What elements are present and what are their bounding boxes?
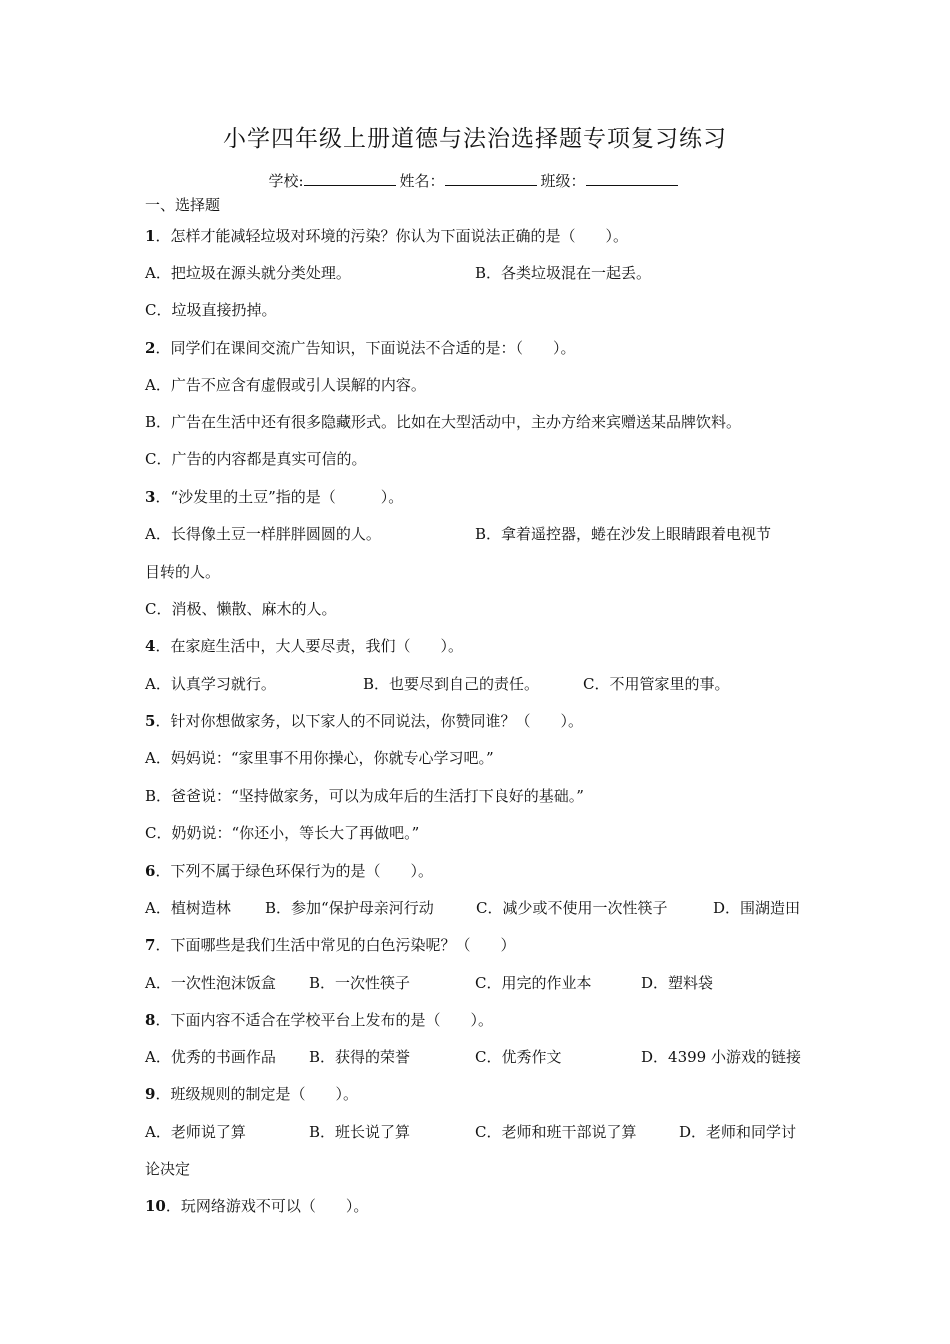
- question-number: 2: [145, 339, 156, 357]
- option-row: [145, 673, 815, 695]
- question-10: [145, 1195, 368, 1216]
- question-9: [145, 1083, 358, 1104]
- question-stem: ．同学们在课间交流广告知识，下面说法不合适的是：（ ）。: [155, 339, 576, 357]
- question-5: [145, 710, 583, 731]
- question-number: 9: [145, 1085, 156, 1103]
- question-stem: ．“沙发里的土豆”指的是（ ）。: [155, 488, 404, 506]
- question-number: 8: [145, 1011, 156, 1029]
- option-c: C．不用管家里的事。: [583, 675, 730, 693]
- student-info-line: [0, 170, 950, 191]
- option-b: B．也要尽到自己的责任。: [363, 675, 540, 693]
- option-c: C．垃圾直接扔掉。: [145, 301, 277, 319]
- option-row: [145, 972, 815, 994]
- school-label: 学校:: [268, 172, 304, 190]
- class-blank[interactable]: [586, 171, 678, 186]
- page-title: 小学四年级上册道德与法治选择题专项复习练习: [223, 126, 727, 152]
- question-number: 7: [145, 936, 156, 954]
- option-c: C．奶奶说：“你还小，等长大了再做吧。”: [145, 824, 420, 842]
- question-number: 6: [145, 862, 156, 880]
- option-b: B．拿着遥控器，蜷在沙发上眼睛跟着电视节: [475, 525, 772, 543]
- option-a: A．一次性泡沫饭盒: [145, 974, 276, 992]
- option-a: A．长得像土豆一样胖胖圆圆的人。: [145, 525, 381, 543]
- option-a: A．把垃圾在源头就分类处理。: [145, 264, 351, 282]
- option-d: D．老师和同学讨: [679, 1123, 797, 1141]
- option-c: C．优秀作文: [475, 1048, 562, 1066]
- question-stem: ．在家庭生活中，大人要尽责，我们（ ）。: [155, 637, 463, 655]
- question-number: 5: [145, 712, 156, 730]
- question-4: [145, 635, 463, 656]
- question-6: [145, 860, 433, 881]
- option-b-continued: 目转的人。: [145, 563, 221, 581]
- option-b: B．参加“保护母亲河行动: [265, 899, 434, 917]
- option-a: A．老师说了算: [145, 1123, 246, 1141]
- question-2: [145, 337, 575, 358]
- option-b: B．获得的荣誉: [309, 1048, 411, 1066]
- name-blank[interactable]: [445, 171, 537, 186]
- option-row: [145, 1046, 815, 1068]
- option-a: A．广告不应含有虚假或引人误解的内容。: [145, 376, 426, 394]
- question-8: [145, 1009, 493, 1030]
- option-d: D．4399 小游戏的链接: [641, 1048, 801, 1066]
- question-number: 4: [145, 637, 156, 655]
- name-label: 姓名：: [399, 172, 445, 190]
- question-number: 10: [145, 1197, 166, 1215]
- question-stem: ．玩网络游戏不可以（ ）。: [165, 1197, 369, 1215]
- question-stem: ．下面哪些是我们生活中常见的白色污染呢？（ ）: [155, 936, 516, 954]
- question-stem: ．下列不属于绿色环保行为的是（ ）。: [155, 862, 433, 880]
- option-b: B．广告在生活中还有很多隐藏形式。比如在大型活动中，主办方给来宾赠送某品牌饮料。: [145, 413, 742, 431]
- question-3: [145, 486, 403, 507]
- option-row: [145, 1121, 815, 1143]
- option-d-continued: 论决定: [145, 1160, 191, 1178]
- question-stem: ．怎样才能减轻垃圾对环境的污染？你认为下面说法正确的是（ ）。: [155, 227, 628, 245]
- option-d: D．塑料袋: [641, 974, 714, 992]
- option-c: C．减少或不使用一次性筷子: [476, 899, 668, 917]
- question-stem: ．针对你想做家务，以下家人的不同说法，你赞同谁？（ ）。: [155, 712, 583, 730]
- option-c: C．广告的内容都是真实可信的。: [145, 450, 367, 468]
- option-row: [145, 262, 815, 284]
- class-label: 班级：: [540, 172, 586, 190]
- option-row: [145, 897, 815, 919]
- option-a: A．植树造林: [145, 899, 231, 917]
- option-b: B．班长说了算: [309, 1123, 411, 1141]
- question-number: 1: [145, 227, 156, 245]
- option-b: B．一次性筷子: [309, 974, 411, 992]
- option-a: A．优秀的书画作品: [145, 1048, 276, 1066]
- option-a: A．妈妈说：“家里事不用你操心，你就专心学习吧。”: [145, 749, 494, 767]
- question-number: 3: [145, 488, 156, 506]
- option-b: B．爸爸说：“坚持做家务，可以为成年后的生活打下良好的基础。”: [145, 787, 584, 805]
- question-1: [145, 225, 628, 246]
- option-a: A．认真学习就行。: [145, 675, 276, 693]
- option-b: B．各类垃圾混在一起丢。: [475, 264, 652, 282]
- option-c: C．消极、懒散、麻木的人。: [145, 600, 337, 618]
- option-d: D．围湖造田: [713, 899, 801, 917]
- question-7: [145, 934, 515, 955]
- option-c: C．老师和班干部说了算: [475, 1123, 637, 1141]
- option-c: C．用完的作业本: [475, 974, 592, 992]
- question-stem: ．下面内容不适合在学校平台上发布的是（ ）。: [155, 1011, 493, 1029]
- question-stem: ．班级规则的制定是（ ）。: [155, 1085, 358, 1103]
- school-blank[interactable]: [304, 171, 396, 186]
- section-heading: 一、选择题: [145, 196, 221, 214]
- option-row: [145, 523, 815, 545]
